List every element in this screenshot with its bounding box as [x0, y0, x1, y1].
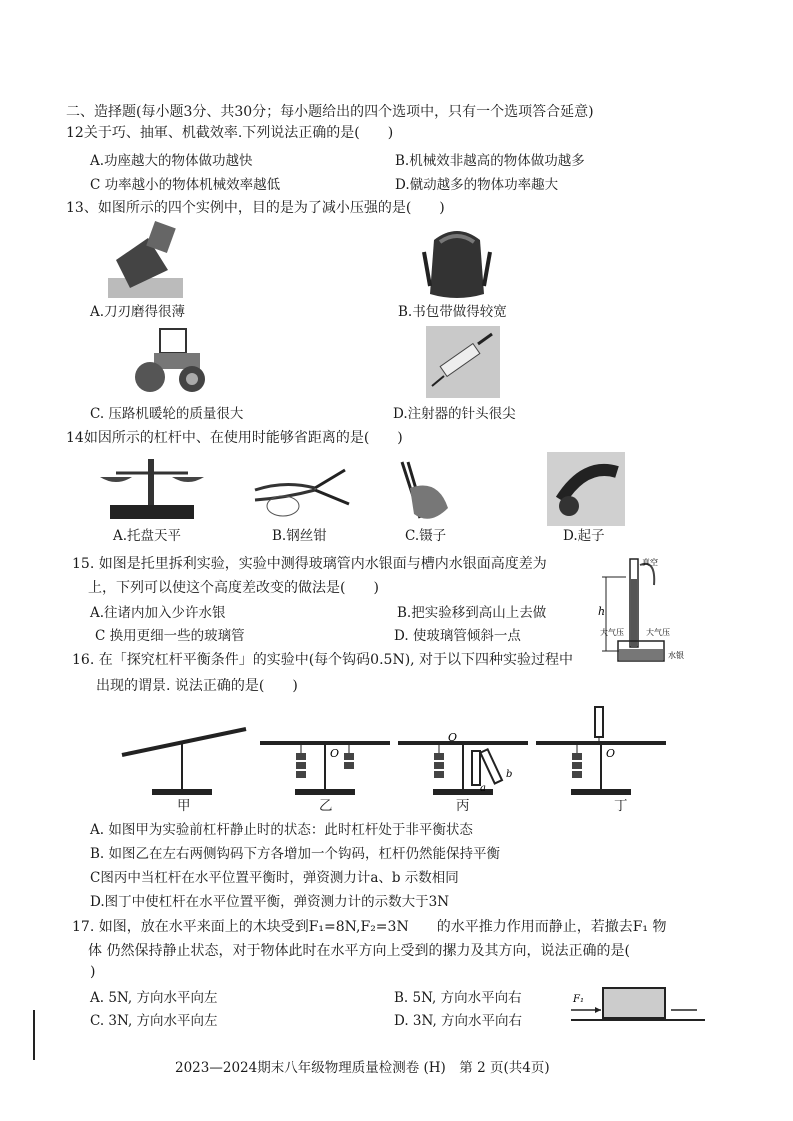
- fig-label-yi: 乙: [319, 798, 333, 814]
- balance-scale-image: [96, 455, 208, 525]
- q14-option-a: A.托盘天平: [113, 528, 182, 544]
- q14-option-c: C.镊子: [405, 528, 447, 544]
- pivot-o-yi: O: [330, 747, 340, 760]
- q17-option-d: D. 3N, 方向水平向右: [394, 1013, 523, 1029]
- lever-jia: [122, 729, 246, 795]
- lever-yi: [260, 743, 390, 795]
- q13-option-d: D.注射器的针头很尖: [393, 406, 516, 422]
- q17-option-b: B. 5N, 方向水平向右: [394, 990, 522, 1006]
- lever-ding: [536, 707, 666, 795]
- margin-bar: [33, 1010, 35, 1060]
- q17-option-a: A. 5N, 方向水平向左: [90, 990, 218, 1006]
- q17-option-c: C. 3N, 方向水平向左: [90, 1013, 218, 1029]
- mercury-label: 水银: [668, 651, 684, 660]
- q17-stem-line2: 体 仍然保持静止状态，对于物体此时在水平方向上受到的摞力及其方向，说法正确的是(: [88, 943, 630, 959]
- f1-label: F₁: [573, 994, 584, 1005]
- vacuum-label: 真空: [642, 558, 658, 567]
- q15-stem-line2: 上，下列可以使这个高度差改变的做法是( ): [88, 580, 379, 596]
- q16-option-d: D.图丁中使杠杆在水平位置平衡，弹资测力计的示数大于3N: [90, 894, 450, 910]
- q13-option-b: B.书包带做得较宽: [398, 304, 507, 320]
- page-footer: 2023—2024期末八年级物理质量检测卷 (H) 第 2 页(共4页): [175, 1060, 550, 1076]
- road-roller-image: [130, 325, 212, 395]
- fig-label-jia: 甲: [177, 798, 191, 814]
- q12-option-d: D.僦动越多的物体功率趣大: [395, 177, 559, 193]
- q16-stem-line2: 出现的谓景. 说法正确的是( ): [96, 678, 298, 694]
- q13-option-a: A.刀刃磨得很薄: [90, 304, 186, 320]
- spring-a-label: a: [480, 783, 486, 794]
- q15-option-d: D. 使玻璃管倾斜一点: [394, 628, 521, 644]
- q15-option-b: B.把实验移到高山上去做: [397, 605, 547, 621]
- backpack-image: [420, 222, 495, 302]
- q17-stem-line3: ): [90, 964, 96, 980]
- q14-option-b: B.钢丝钳: [272, 528, 327, 544]
- pivot-o-bing: O: [448, 731, 458, 744]
- wire-pliers-image: [245, 460, 355, 522]
- section-header: 二、造择题(每小题3分、共30分；每小题给出的四个选项中，只有一个选项答合延意): [66, 104, 594, 120]
- q16-option-b: B. 如图乙在左右两侧钩码下方各增加一个钩码，杠杆仍然能保持平衡: [90, 846, 501, 862]
- atm-left-label: 大气压: [600, 628, 624, 637]
- q12-option-c: C 功率越小的物体机械效率越低: [90, 177, 281, 193]
- q17-stem-line1: 17. 如图，放在水平来面上的木块受到F₁=8N,F₂=3N 的水平推力作用而静止，若撤去F₁ 物: [72, 919, 667, 935]
- atm-right-label: 大气压: [646, 628, 670, 637]
- lever-figures: [118, 705, 678, 817]
- q16-stem-line1: 16. 在「探究杠杆平衡条件」的实验中(每个钩码0.5N), 对于以下四种实验过程中: [72, 652, 574, 668]
- q12-option-a: A.功座越大的物体做功越快: [90, 153, 253, 169]
- torricelli-diagram: [596, 555, 696, 670]
- q16-option-c: C图丙中当杠杆在水平位置平衡时，弹资测力计a、b 示数相同: [90, 870, 459, 886]
- spring-b-label: b: [506, 769, 513, 780]
- fig-label-ding: 丁: [614, 798, 628, 814]
- q15-option-c: C 换用更细一些的玻璃管: [95, 628, 245, 644]
- q16-option-a: A. 如图甲为实验前杠杆静止时的状态：此时杠杆处于非平衡状态: [90, 822, 473, 838]
- q12-stem: 12关于巧、抽軍、机截效率.下列说法正确的是( ): [66, 125, 394, 141]
- knife-image: [108, 220, 183, 298]
- q12-option-b: B.机械效非越高的物体做功越多: [395, 153, 585, 169]
- lever-bing: [398, 731, 528, 795]
- q15-option-a: A.往诸内加入少许水银: [90, 605, 226, 621]
- q14-option-d: D.起子: [563, 528, 605, 544]
- height-label: h: [598, 605, 606, 618]
- block-force-diagram: [565, 980, 715, 1030]
- q13-stem: 13、如图所示的四个实例中，目的是为了减小压强的是( ): [66, 200, 445, 216]
- tweezers-image: [390, 458, 458, 528]
- q13-option-c: C. 压路机暖轮的质量很大: [90, 406, 244, 422]
- pivot-o-ding: O: [606, 747, 616, 760]
- q15-stem-line1: 15. 如图是托里拆利实验，实验中测得玻璃管内水银面与槽内水银面高度差为: [72, 556, 547, 572]
- syringe-image: [426, 326, 500, 398]
- fig-label-bing: 丙: [456, 798, 470, 814]
- bottle-opener-image: [547, 452, 625, 526]
- q14-stem: 14如因所示的杠杆中、在使用时能够省距离的是( ): [66, 430, 403, 446]
